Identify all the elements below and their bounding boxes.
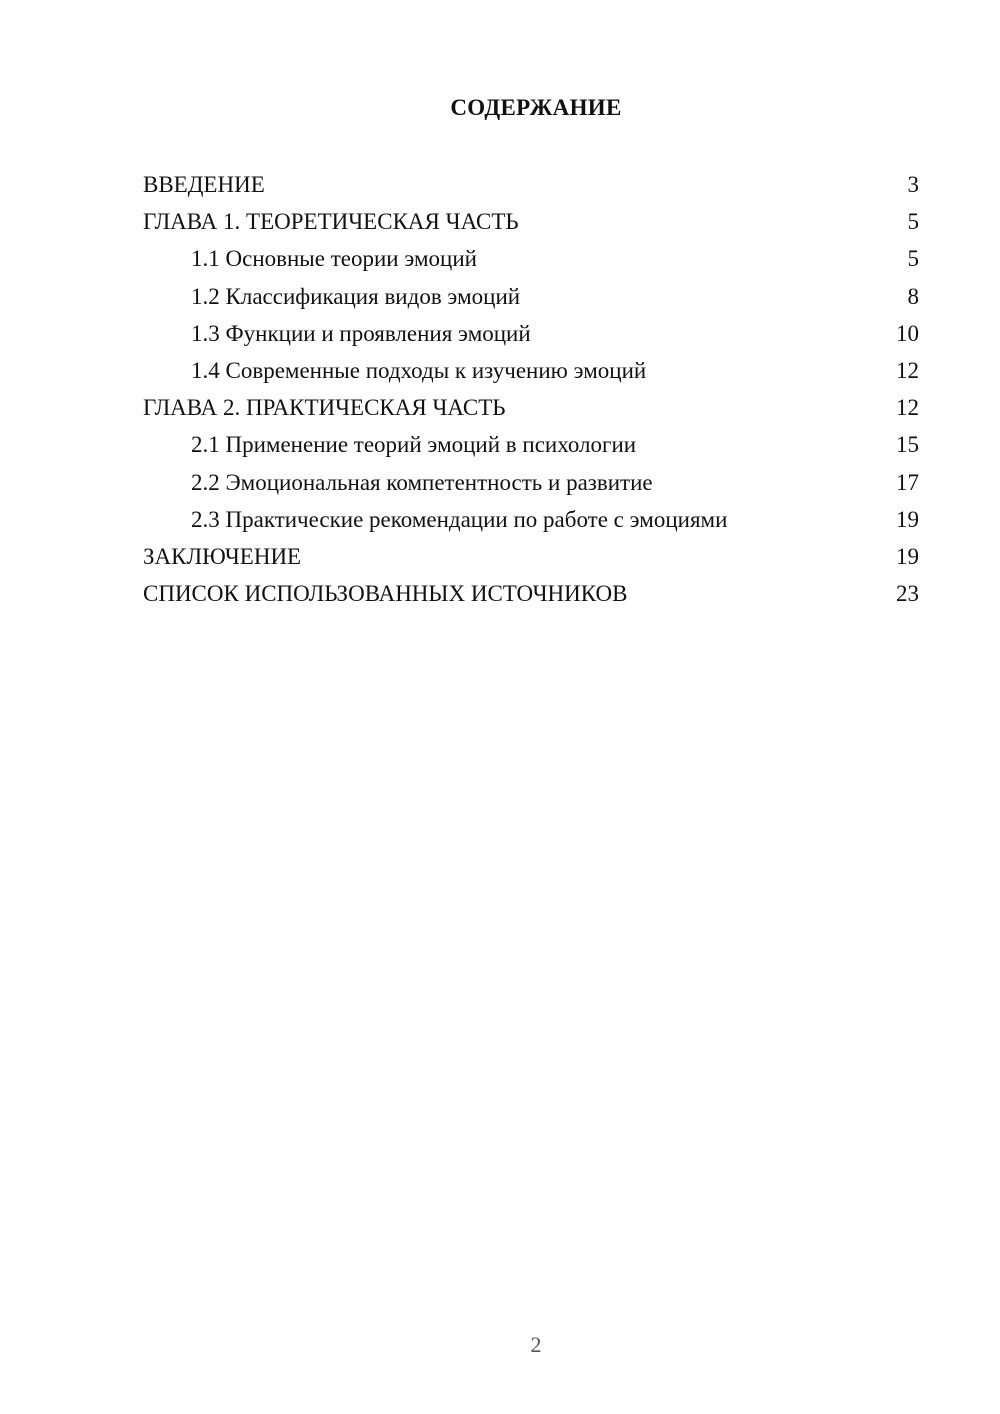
toc-title: СОДЕРЖАНИЕ — [450, 95, 622, 120]
toc-entry-page: 3 — [907, 172, 919, 197]
toc-entry-chapter-2 — [143, 389, 919, 426]
toc-entry-label: 2.2 Эмоциональная компетентность и развитие — [191, 469, 653, 495]
toc-entry-page: 19 — [896, 543, 919, 569]
toc-entry-label: СПИСОК ИСПОЛЬЗОВАННЫХ ИСТОЧНИКОВ — [143, 581, 628, 607]
toc-entry-label: 1.1 Основные теории эмоций — [191, 246, 477, 272]
toc-entry-label: ЗАКЛЮЧЕНИЕ — [143, 543, 302, 569]
toc-entry-page: 17 — [896, 469, 919, 495]
toc-entry-section-2-2 — [143, 464, 919, 501]
toc-entry-page: 23 — [896, 581, 919, 607]
toc-entry-conclusion — [143, 538, 919, 575]
toc-entry-label: 1.4 Современные подходы к изучению эмоций — [191, 357, 647, 383]
toc-entry-section-2-1 — [143, 426, 919, 463]
toc-entry-chapter-1 — [143, 203, 919, 240]
toc-entry-page: 5 — [907, 246, 919, 272]
toc-entry-page: 10 — [896, 320, 919, 346]
toc-entry-label: ВВЕДЕНИЕ — [143, 172, 265, 197]
toc-entry-section-1-4 — [143, 352, 919, 389]
toc-entry-page: 15 — [896, 432, 919, 458]
toc-entry-label: 1.2 Классификация видов эмоций — [191, 283, 521, 309]
toc-entry-label: ГЛАВА 2. ПРАКТИЧЕСКАЯ ЧАСТЬ — [143, 395, 506, 421]
toc-entry-page: 5 — [907, 209, 919, 235]
toc-entry-label: 2.3 Практические рекомендации по работе с эмоциями — [191, 506, 728, 532]
toc-entry-introduction — [143, 166, 919, 203]
toc-entry-section-1-1 — [143, 240, 919, 277]
toc-entry-section-1-2 — [143, 278, 919, 315]
toc-entry-label: 1.3 Функции и проявления эмоций — [191, 320, 531, 346]
toc-entry-label: 2.1 Применение теорий эмоций в психологии — [191, 432, 637, 458]
table-of-contents — [143, 166, 919, 612]
page-number: 2 — [530, 1332, 542, 1357]
toc-entry-page: 8 — [907, 283, 919, 309]
toc-entry-page: 12 — [896, 395, 919, 421]
toc-entry-references — [143, 575, 919, 612]
toc-entry-section-1-3 — [143, 315, 919, 352]
toc-entry-page: 12 — [896, 357, 919, 383]
toc-entry-label: ГЛАВА 1. ТЕОРЕТИЧЕСКАЯ ЧАСТЬ — [143, 209, 519, 235]
toc-entry-page: 19 — [896, 506, 919, 532]
toc-entry-section-2-3 — [143, 501, 919, 538]
